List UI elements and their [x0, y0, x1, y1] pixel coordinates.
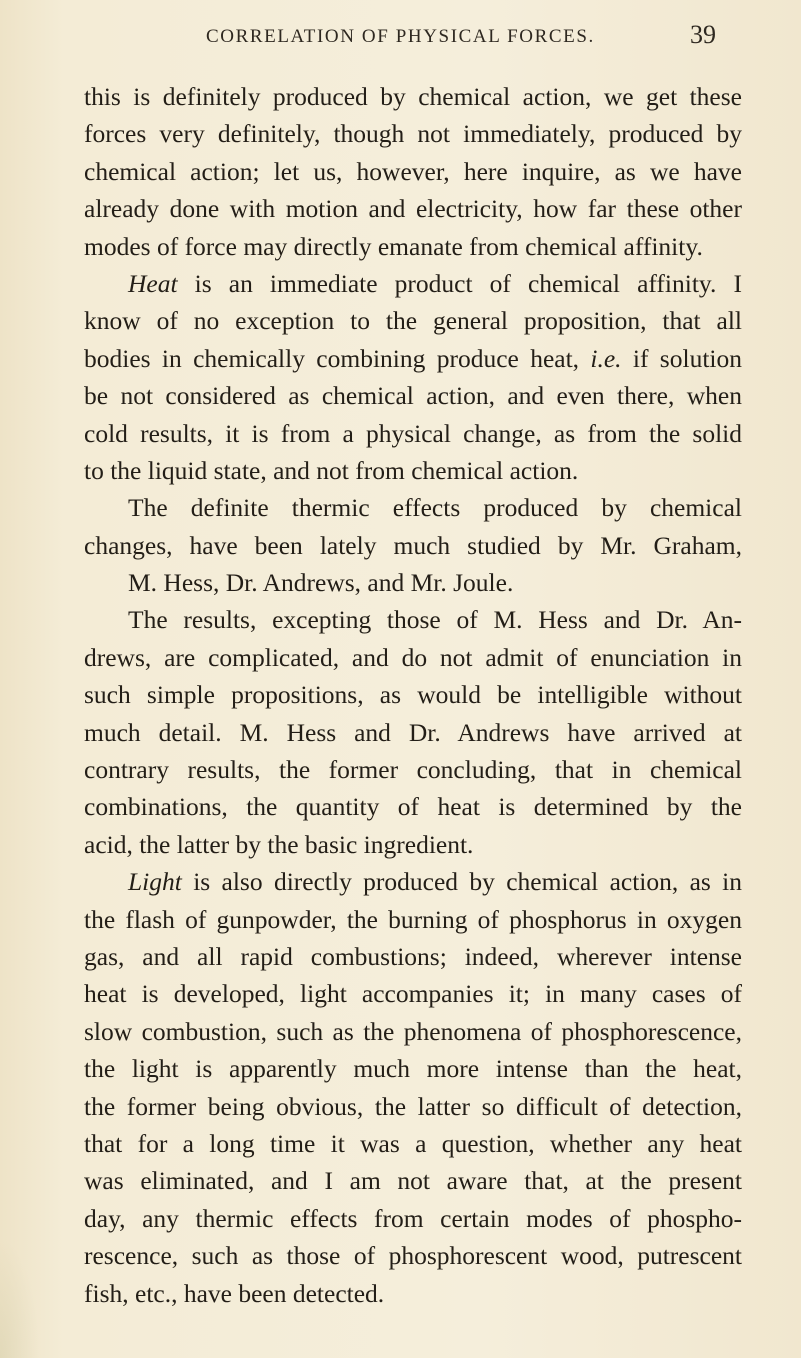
text-line: [84, 265, 742, 302]
text-line: [84, 153, 742, 190]
italic-term: i.e.: [590, 343, 622, 373]
text-line: [84, 489, 742, 526]
line-text: The definite thermic effects produced by chemical: [128, 493, 742, 523]
line-text: this is definitely produced by chemical action, we get these: [84, 82, 742, 111]
line-text: know of no exception to the general proposition, that all: [84, 306, 742, 336]
line-text: gas, and all rapid combustions; indeed, wherever intense: [84, 941, 742, 971]
line-text: fish, etc., have been detected.: [84, 1278, 385, 1308]
text-line: [84, 564, 742, 601]
line-text: already done with motion and electricity, how far these other: [84, 194, 742, 224]
line-text: was eliminated, and I am not aware that, at the present: [84, 1166, 742, 1196]
text-line: [84, 788, 742, 825]
line-text: be not considered as chemical action, and even there, when: [84, 381, 742, 411]
body-text: [84, 78, 742, 1312]
text-line: [84, 190, 742, 227]
text-line: [84, 1237, 742, 1274]
text-line: [84, 1162, 742, 1199]
text-line: [84, 415, 742, 452]
line-text: drews, are complicated, and do not admit of enunciation in: [84, 642, 742, 672]
text-line: [84, 863, 742, 900]
text-line: [84, 527, 742, 564]
line-text: rescence, such as those of phosphorescent wood, putrescent: [84, 1241, 742, 1271]
text-line: [84, 78, 742, 115]
line-text: heat is developed, light accompanies it; in many cases of: [84, 979, 742, 1009]
text-line: [84, 1013, 742, 1050]
line-text: cold results, it is from a physical change, as from the solid: [84, 418, 742, 448]
line-text: forces very definitely, though not immediately, produced by: [84, 119, 742, 149]
text-line: [84, 714, 742, 751]
text-line: [84, 1275, 742, 1312]
line-text: the flash of gunpowder, the burning of phosphorus in oxygen: [84, 904, 742, 934]
text-line: [84, 901, 742, 938]
line-text: modes of force may directly emanate from chemical affinity.: [84, 231, 703, 261]
text-line: [84, 302, 742, 339]
text-line: [84, 826, 742, 863]
line-text: day, any thermic effects from certain modes of phospho-: [84, 1203, 742, 1233]
page-number: 39: [690, 20, 716, 49]
line-text: slow combustion, such as the phenomena of phosphorescence,: [84, 1016, 742, 1046]
text-line: [84, 601, 742, 638]
text-line: [84, 676, 742, 713]
text-line: [84, 228, 742, 265]
text-line: [84, 1125, 742, 1162]
running-title: CORRELATION OF PHYSICAL FORCES.: [206, 26, 595, 47]
line-text-segment: bodies in chemically combining produce heat,: [84, 343, 591, 373]
text-line: [84, 115, 742, 152]
text-line: [84, 938, 742, 975]
line-text: the light is apparently much more intense than the heat,: [84, 1054, 742, 1084]
line-text: combinations, the quantity of heat is determined by the: [84, 792, 742, 822]
text-line: [84, 751, 742, 788]
text-line: [84, 1200, 742, 1237]
text-line: [84, 975, 742, 1012]
line-text: the former being obvious, the latter so difficult of detection,: [84, 1091, 742, 1121]
line-text: is also directly produced by chemical action, as in: [181, 867, 742, 897]
line-text: that for a long time it was a question, whether any heat: [84, 1128, 742, 1158]
line-text: acid, the latter by the basic ingredient.: [84, 829, 474, 859]
text-line: [84, 639, 742, 676]
line-text: The results, excepting those of M. Hess and Dr. An-: [128, 605, 742, 635]
text-line: [84, 1050, 742, 1087]
line-text: if solution: [621, 343, 742, 373]
italic-term: Light: [128, 867, 182, 897]
line-text: to the liquid state, and not from chemical action.: [84, 455, 579, 485]
line-text: such simple propositions, as would be intelligible without: [84, 680, 742, 710]
page-stain: [0, 1238, 40, 1358]
line-text: chemical action; let us, however, here inquire, as we have: [84, 156, 742, 186]
text-line: [84, 452, 742, 489]
line-text: M. Hess, Dr. Andrews, and Mr. Joule.: [128, 568, 514, 598]
line-text: changes, have been lately much studied by Mr. Graham,: [84, 530, 742, 560]
line-text: much detail. M. Hess and Dr. Andrews have arrived at: [84, 717, 742, 747]
text-line: [84, 340, 742, 377]
text-line: [84, 377, 742, 414]
line-text: contrary results, the former concluding, that in chemical: [84, 755, 742, 785]
text-line: [84, 1088, 742, 1125]
italic-term: Heat: [128, 268, 178, 298]
line-text: is an immediate product of chemical affinity. I: [177, 268, 742, 298]
